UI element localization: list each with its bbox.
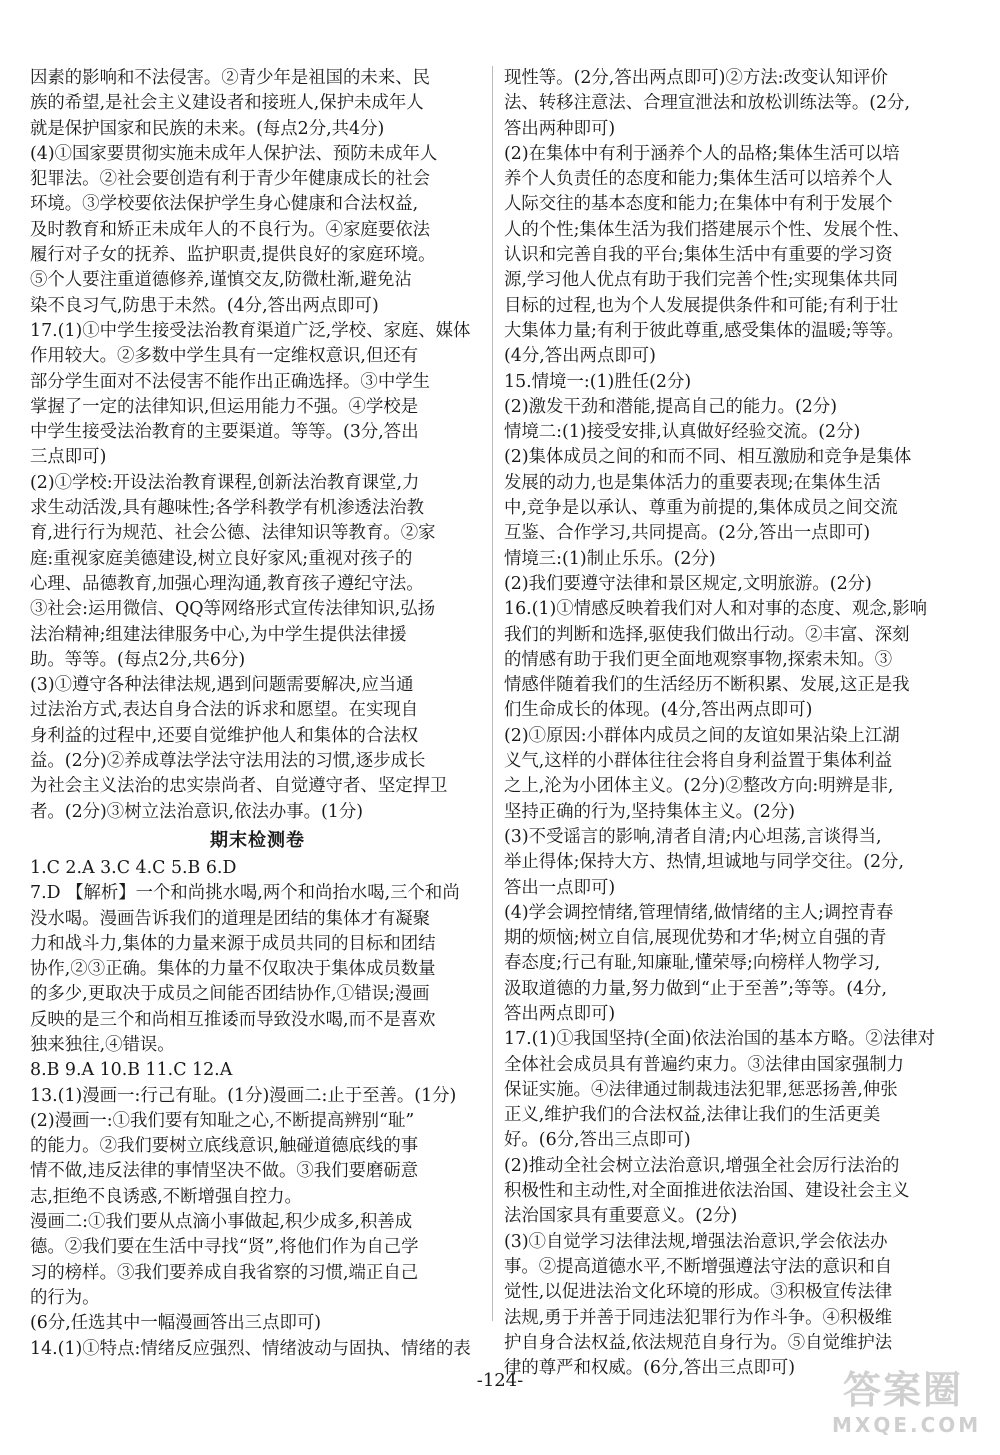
site-watermark-logo: [828, 1367, 982, 1437]
right-text-line: 认识和完善自我的平台;集体生活中有重要的学习资: [504, 245, 893, 266]
left-text-line: 13.(1)漫画一:行己有耻。(1分)漫画二:止于至善。(1分): [30, 1085, 457, 1106]
right-text-line: 律的尊严和权威。(6分,答出三点即可): [504, 1358, 796, 1379]
right-text-line: 大集体力量;有利于彼此尊重,感受集体的温暖;等等。: [504, 320, 904, 341]
right-column: [504, 66, 949, 1381]
right-text-line: (2)我们要遵守法律和景区规定,文明旅游。(2分): [504, 573, 872, 594]
right-text-line: (4分,答出两点即可): [504, 346, 656, 367]
right-text-line: 答出两点即可): [504, 1003, 616, 1024]
left-text-line: 漫画二:①我们要从点滴小事做起,积少成多,积善成: [30, 1212, 413, 1233]
right-text-line: (2)①原因:小群体内成员之间的友谊如果沾染上江湖: [504, 725, 900, 746]
left-text-line: 环境。③学校要依法保护学生身心健康和合法权益,: [30, 194, 419, 215]
right-text-line: 期的烦恼;树立自信,展现优势和才华;树立自强的青: [504, 928, 887, 949]
right-text-line: 人际交往的基本态度和能力;在集体中有利于发展个: [504, 194, 893, 215]
left-text-line: 14.(1)①特点:情绪反应强烈、情绪波动与固执、情绪的表: [30, 1338, 471, 1359]
left-text-line: 就是保护国家和民族的未来。(每点2分,共4分): [30, 118, 385, 139]
right-text-line: 法规,勇于并善于同违法犯罪行为作斗争。④积极维: [504, 1307, 893, 1328]
right-text-line: (2)激发干劲和潜能,提高自己的能力。(2分): [504, 396, 838, 417]
right-text-line: 源,学习他人优点有助于我们完善个性;实现集体共同: [504, 270, 898, 291]
section-heading: 期末检测卷: [210, 829, 305, 851]
left-text-line: 反映的是三个和尚相互推诿而导致没水喝,而不是喜欢: [30, 1009, 436, 1030]
right-text-line: 积极性和主动性,对全面推进依法治国、建设社会主义: [504, 1181, 910, 1202]
right-text-line: 的情感有助于我们更全面地观察事物,探索未知。③: [504, 649, 893, 670]
right-text-line: 发展的动力,也是集体活力的重要表现;在集体生活: [504, 472, 881, 493]
right-text-line: 保证实施。④法律通过制裁违法犯罪,惩恶扬善,伸张: [504, 1079, 898, 1100]
right-text-line: (3)不受谣言的影响,清者自清;内心坦荡,言谈得当,: [504, 826, 882, 847]
right-text-line: 春态度;行己有耻,知廉耻,懂荣辱;向榜样人物学习,: [504, 953, 881, 974]
left-text-line: 育,进行行为规范、社会公德、法律知识等教育。②家: [30, 523, 436, 544]
left-text-line: 7.D 【解析】一个和尚挑水喝,两个和尚抬水喝,三个和尚: [30, 883, 460, 904]
left-text-line: 庭:重视家庭美德建设,树立良好家风;重视对孩子的: [30, 548, 413, 569]
right-text-line: 情境三:(1)制止乐乐。(2分): [504, 548, 716, 569]
right-text-line: 汲取道德的力量,努力做到“止于至善”;等等。(4分,: [504, 978, 887, 999]
right-text-line: 法、转移注意法、合理宣泄法和放松训练法等。(2分,: [504, 93, 910, 114]
left-text-line: 助。等等。(每点2分,共6分): [30, 649, 246, 670]
right-text-line: 人的个性;集体生活为我们搭建展示个性、发展个性、: [504, 219, 910, 240]
left-text-line: 者。(2分)③树立法治意识,依法办事。(1分): [30, 801, 364, 822]
left-text-line: ③社会:运用微信、QQ等网络形式宣传法律知识,弘扬: [30, 599, 436, 620]
left-text-line: (2)①学校:开设法治教育课程,创新法治教育课堂,力: [30, 472, 420, 493]
right-text-line: 我们的判断和选择,驱使我们做出行动。②丰富、深刻: [504, 624, 910, 645]
left-text-line: ⑤个人要注重道德修养,谨慎交友,防微杜渐,避免沾: [30, 270, 412, 291]
page-number: -124-: [476, 1370, 524, 1391]
left-text-line: 中学生接受法治教育的主要渠道。等等。(3分,答出: [30, 422, 419, 443]
left-text-line: 身利益的过程中,还要自觉维护他人和集体的合法权: [30, 725, 419, 746]
left-text-line: (6分,任选其中一幅漫画答出三点即可): [30, 1313, 322, 1334]
right-text-line: 互鉴、合作学习,共同提高。(2分,答出一点即可): [504, 523, 871, 544]
left-text-line: 1.C 2.A 3.C 4.C 5.B 6.D: [30, 857, 237, 878]
right-text-line: 举止得体;保持大方、热情,坦诚地与同学交往。(2分,: [504, 852, 904, 873]
right-text-line: (2)集体成员之间的和而不同、相互激励和竞争是集体: [504, 447, 912, 468]
left-text-line: (2)漫画一:①我们要有知耻之心,不断提高辨别“耻”: [30, 1110, 415, 1131]
right-text-line: 养个人负责任的态度和能力;集体生活可以培养个人: [504, 169, 893, 190]
left-text-line: 及时教育和矫正未成年人的不良行为。④家庭要依法: [30, 219, 430, 240]
column-divider: [492, 66, 493, 1321]
left-text-line: (4)①国家要贯彻实施未成年人保护法、预防未成年人: [30, 143, 438, 164]
right-text-line: 16.(1)①情感反映着我们对人和对事的态度、观念,影响: [504, 599, 928, 620]
right-text-line: (2)推动全社会树立法治意识,增强全社会厉行法治的: [504, 1155, 900, 1176]
right-text-line: 目标的过程,也为个人发展提供条件和可能;有利于壮: [504, 295, 898, 316]
right-text-line: 觉性,以促进法治文化环境的形成。③积极宣传法律: [504, 1282, 893, 1303]
right-text-line: 正义,维护我们的合法权益,法律让我们的生活更美: [504, 1105, 881, 1126]
right-text-line: 们生命成长的体现。(4分,答出两点即可): [504, 700, 813, 721]
right-text-line: 之上,沦为小团体主义。(2分)②整改方向:明辨是非,: [504, 776, 894, 797]
left-text-line: 的能力。②我们要树立底线意识,触碰道德底线的事: [30, 1136, 419, 1157]
watermark-url: MXQE.COM: [832, 1413, 982, 1437]
right-text-line: (2)在集体中有利于涵养个人的品格;集体生活可以培: [504, 143, 900, 164]
left-text-line: 作用较大。②多数中学生具有一定维权意识,但还有: [30, 346, 419, 367]
left-text-line: 益。(2分)②养成尊法学法守法用法的习惯,逐步成长: [30, 751, 426, 772]
left-text-line: 族的希望,是社会主义建设者和接班人,保护未成年人: [30, 93, 424, 114]
left-text-line: 习的榜样。③我们要养成自我省察的习惯,端正自己: [30, 1262, 419, 1283]
left-text-line: 力和战斗力,集体的力量来源于成员共同的目标和团结: [30, 933, 436, 954]
left-text-line: 协作,②③正确。集体的力量不仅取决于集体成员数量: [30, 959, 436, 980]
left-text-line: 染不良习气,防患于未然。(4分,答出两点即可): [30, 295, 379, 316]
right-text-line: 17.(1)①我国坚持(全面)依法治国的基本方略。②法律对: [504, 1029, 936, 1050]
left-text-line: 法治精神;组建法律服务中心,为中学生提供法律援: [30, 624, 407, 645]
left-text-line: 的多少,更取决于成员之间能否团结协作,①错误;漫画: [30, 984, 430, 1005]
right-text-line: 义气,这样的小群体往往会将自身利益置于集体利益: [504, 751, 893, 772]
watermark-title: 答案圈: [842, 1368, 963, 1412]
left-text-line: 17.(1)①中学生接受法治教育渠道广泛,学校、家庭、媒体: [30, 320, 471, 341]
left-text-line: 8.B 9.A 10.B 11.C 12.A: [30, 1060, 233, 1081]
right-text-line: 全体社会成员具有普遍约束力。③法律由国家强制力: [504, 1054, 904, 1075]
left-text-line: 犯罪法。②社会要创造有利于青少年健康成长的社会: [30, 169, 430, 190]
left-text-line: 的行为。: [30, 1287, 100, 1308]
right-text-line: 事。②提高道德水平,不断增强遵法守法的意识和自: [504, 1256, 893, 1277]
right-text-line: (4)学会调控情绪,管理情绪,做情绪的主人;调控青春: [504, 902, 894, 923]
right-text-line: 情境二:(1)接受安排,认真做好经验交流。(2分): [504, 422, 861, 443]
right-text-line: 情感伴随着我们的生活经历不断积累、发展,这正是我: [504, 675, 910, 696]
left-text-line: 没水喝。漫画告诉我们的道理是团结的集体才有凝聚: [30, 908, 430, 929]
left-text-line: 志,拒绝不良诱惑,不断增强自控力。: [30, 1186, 302, 1207]
left-text-line: 过法治方式,表达自身合法的诉求和愿望。在实现自: [30, 700, 419, 721]
left-text-line: 因素的影响和不法侵害。②青少年是祖国的未来、民: [30, 68, 430, 88]
left-text-line: 为社会主义法治的忠实崇尚者、自觉遵守者、坚定捍卫: [30, 776, 448, 797]
left-text-line: 掌握了一定的法律知识,但运用能力不强。④学校是: [30, 396, 419, 417]
right-text-line: (3)①自觉学习法律法规,增强法治意识,学会依法办: [504, 1231, 888, 1252]
right-text-line: 法治国家具有重要意义。(2分): [504, 1206, 738, 1227]
left-text-line: 部分学生面对不法侵害不能作出正确选择。③中学生: [30, 371, 430, 392]
left-text-line: 德。②我们要在生活中寻找“贤”,将他们作为自己学: [30, 1237, 419, 1258]
left-text-line: (3)①遵守各种法律法规,遇到问题需要解决,应当通: [30, 675, 414, 696]
left-text-line: 求生动活泼,具有趣味性;各学科教学有机渗透法治教: [30, 498, 424, 519]
right-text-line: 坚持正确的行为,坚持集体主义。(2分): [504, 801, 796, 822]
left-text-line: 情不做,违反法律的事情坚决不做。③我们要磨砺意: [30, 1161, 419, 1182]
right-text-line: 护自身合法权益,依法规范自身行为。⑤自觉维护法: [504, 1332, 893, 1353]
left-text-line: 独来独往,④错误。: [30, 1034, 175, 1055]
right-text-line: 现性等。(2分,答出两点即可)②方法:改变认知评价: [504, 68, 888, 88]
left-text-line: 三点即可): [30, 447, 107, 468]
right-text-line: 好。(6分,答出三点即可): [504, 1130, 691, 1151]
right-text-line: 15.情境一:(1)胜任(2分): [504, 371, 692, 392]
right-text-line: 中,竞争是以承认、尊重为前提的,集体成员之间交流: [504, 498, 898, 519]
left-column: [30, 66, 485, 1362]
right-text-line: 答出一点即可): [504, 877, 616, 898]
right-text-line: 答出两种即可): [504, 118, 616, 139]
left-text-line: 履行对子女的抚养、监护职责,提供良好的家庭环境。: [30, 245, 436, 266]
left-text-line: 心理、品德教育,加强心理沟通,教育孩子遵纪守法。: [30, 573, 424, 594]
